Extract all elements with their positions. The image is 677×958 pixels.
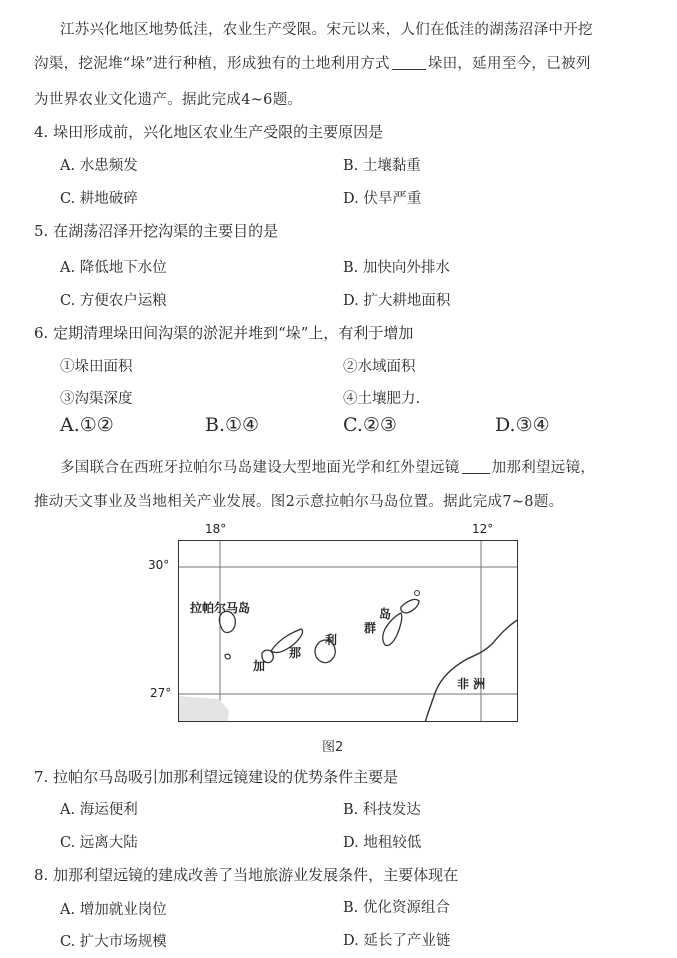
q6-option-b: B.①④ xyxy=(205,414,260,436)
la-palma-label: 拉帕尔马岛 xyxy=(190,601,251,615)
q4-option-d: D. 伏旱严重 xyxy=(343,191,422,207)
q7-option-b: B. 科技发达 xyxy=(343,802,421,818)
passage1-line1: 江苏兴化地区地势低洼，农业生产受限。宋元以来，人们在低洼的湖荡沼泽中开挖 xyxy=(60,22,593,38)
q6-option-d: D.③④ xyxy=(495,414,550,436)
lanzarote-shape xyxy=(401,599,419,613)
question-5-stem: 5. 在湖荡沼泽开挖沟渠的主要目的是 xyxy=(34,222,279,240)
passage1-line2b: 垛田，延用至今，已被列 xyxy=(427,56,591,72)
question-7-stem: 7. 拉帕尔马岛吸引加那利望远镜建设的优势条件主要是 xyxy=(34,768,399,786)
q5-option-d: D. 扩大耕地面积 xyxy=(343,293,451,309)
figure-caption: 图2 xyxy=(322,740,344,755)
q7-option-a: A. 海运便利 xyxy=(60,802,138,818)
africa-label: 非 洲 xyxy=(457,677,486,691)
group-label-5: 岛 xyxy=(379,607,392,621)
q4-option-b: B. 土壤黏重 xyxy=(343,158,421,174)
fill-blank-2 xyxy=(462,473,490,474)
question-6-stem: 6. 定期清理垛田间沟渠的淤泥并堆到“垛”上，有利于增加 xyxy=(34,324,414,342)
q5-option-a: A. 降低地下水位 xyxy=(60,260,167,276)
longitude-label-left: 18° xyxy=(205,522,227,536)
latitude-label-bottom: 27° xyxy=(150,686,172,700)
africa-coastline xyxy=(425,619,518,722)
q7-option-d: D. 地租较低 xyxy=(343,835,422,851)
q8-option-d: D. 延长了产业链 xyxy=(343,933,451,949)
q7-option-c: C. 远离大陆 xyxy=(60,835,138,851)
q6-item-1: ①垛田面积 xyxy=(60,359,133,375)
q6-option-a: A.①② xyxy=(60,414,114,436)
group-label-2: 那 xyxy=(289,646,302,660)
longitude-label-right: 12° xyxy=(472,522,494,536)
q8-option-a: A. 增加就业岗位 xyxy=(60,902,167,918)
latitude-label-top: 30° xyxy=(148,558,170,572)
fill-blank xyxy=(392,69,426,70)
passage2-line1b: 加那利望远镜， xyxy=(491,460,596,476)
q4-option-a: A. 水患频发 xyxy=(60,158,138,174)
q6-option-c: C.②③ xyxy=(343,414,397,436)
q8-option-b: B. 优化资源组合 xyxy=(343,900,450,916)
passage2-line1a: 多国联合在西班牙拉帕尔马岛建设大型地面光学和红外望远镜 xyxy=(60,460,460,476)
q4-option-c: C. 耕地破碎 xyxy=(60,191,138,207)
passage2-line1 xyxy=(60,456,595,477)
q6-item-2: ②水域面积 xyxy=(343,359,416,375)
group-label-3: 利 xyxy=(325,633,338,647)
q8-option-c: C. 扩大市场规模 xyxy=(60,934,167,950)
small-islet-shape xyxy=(415,591,420,596)
group-label-1: 加 xyxy=(253,659,266,673)
islet-shape xyxy=(225,654,230,659)
passage1-line2a: 沟渠，挖泥堆“垛”进行种植，形成独有的土地利用方式 xyxy=(34,56,390,72)
q6-item-3: ③沟渠深度 xyxy=(60,391,133,407)
canary-islands-map xyxy=(178,540,518,722)
map-drawing xyxy=(179,541,518,722)
passage1-line3: 为世界农业文化遗产。据此完成4~6题。 xyxy=(34,92,303,108)
q5-option-b: B. 加快向外排水 xyxy=(343,260,450,276)
group-label-4: 群 xyxy=(364,621,377,635)
q5-option-c: C. 方便农户运粮 xyxy=(60,293,167,309)
passage1-line2 xyxy=(34,52,591,73)
question-8-stem: 8. 加那利望远镜的建成改善了当地旅游业发展条件，主要体现在 xyxy=(34,866,459,884)
passage2-line2: 推动天文事业及当地相关产业发展。图2示意拉帕尔马岛位置。据此完成7~8题。 xyxy=(34,494,564,510)
question-4-stem: 4. 垛田形成前，兴化地区农业生产受限的主要原因是 xyxy=(34,123,384,141)
land-shade xyxy=(179,696,229,722)
q6-item-4: ④土壤肥力. xyxy=(343,391,421,407)
